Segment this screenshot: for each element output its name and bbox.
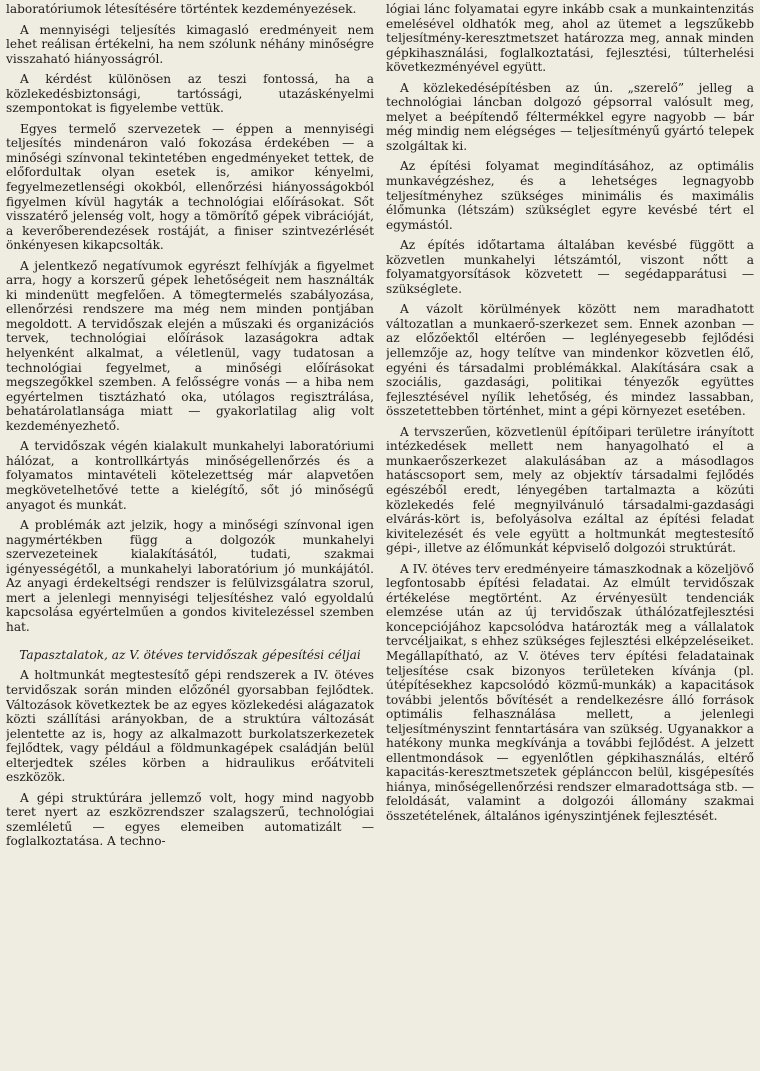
paragraph: A holtmunkát megtestesítő gépi rendszerek a IV. ötéves tervidőszak során minden előzőnél gyorsabban fejlődtek. Változások következtek be az egyes közlekedési alágazatok közti szállítási arányokban, de a struktúra változását jelentette az is, hogy az alkalmazott burkolatszerkezetek fejlődtek, vagy például a földmunkagépek családján belül elterjedtek széles körben a hidraulikus erőátviteli eszközök. [6, 668, 374, 785]
paragraph: A közlekedésépítésben az ún. „szerelő” jelleg a technológiai láncban dolgozó gépsorral valósult meg, melyet a beépítendő féltermékkel egyre nagyobb — bár még mindig nem elégséges — teljesítményű gyártó telepek szolgáltak ki. [386, 80, 754, 153]
paragraph: A gépi struktúrára jellemző volt, hogy mind nagyobb teret nyert az eszközrendszer szalagszerű, technológiai szemléletű — egyes elemeiben automatizált — foglalkoztatása. A techno- [6, 790, 374, 849]
paragraph: Az építés időtartama általában kevésbé függött a közvetlen munkahelyi létszámtól, viszont nőtt a folyamatgyorsítások közvetett — segédapparátusi — szükséglete. [386, 238, 754, 296]
right-column [386, 2, 754, 1071]
paragraph: A vázolt körülmények között nem maradhatott változatlan a munkaerő-szerkezet sem. Ennek azonban — az előzőektől eltérően — leglényegesebb fejlődési jellemzője az, hogy telítve van mindenkor közvetlen élő, egyéni és társadalmi problémákkal. Alakítására csak a szociális, gazdasági, politikai tényezők együttes fejlesztésével nyílik lehetőség, és mindez lassabban, összetettebben történhet, mint a gépi környezet esetében. [386, 302, 754, 419]
paragraph: A problémák azt jelzik, hogy a minőségi színvonal igen nagymértékben függ a dolgozók munkahelyi szervezeteinek kialakításától, tudati, szakmai igényességétől, a munkahelyi laboratórium jó munkájától. Az anyagi érdekeltségi rendszer is felülvizsgálatra szorul, mert a jelenlegi mennyiségi teljesítéshez való egyoldalú kapcsolása egyértelműen a gondos kivitelezéssel szemben hat. [6, 518, 374, 634]
paragraph: A mennyiségi teljesítés kimagasló eredményeit nem lehet reálisan értékelni, ha nem szólunk néhány minőségre visszaható hiányosságról. [6, 22, 374, 66]
paragraph: laboratóriumok létesítésére történtek kezdeményezések. [6, 2, 357, 16]
paragraph: A kérdést különösen az teszi fontossá, ha a közlekedésbiztonsági, tartóssági, utazáskényelmi szempontokat is figyelembe vettük. [6, 72, 374, 116]
paragraph: A IV. ötéves terv eredményeire támaszkodnak a közeljövő legfontosabb építési feladatai. Az elmúlt tervidőszak értékelése megtörtént. Az érvényesült tendenciák elemzése után az új tervidőszak úthálózatfejlesztési koncepciójához kapcsolódva határozták meg a vállalatok tervcéljaikat, s ehhez szükséges fejlesztési elképzeléseiket. Megállapítható, az V. ötéves terv építési feladatainak teljesítése csak bizonyos területeken kívánja (pl. útépítésekhez kapcsolódó közmű-munkák) a kapacitások további jelentős bővítését a rendelkezésre álló források optimális felhasználása mellett, a jelenlegi teljesítményszint fenntartására van szükség. Ugyanakkor a hatékony munka megkívánja a további fejlődést. A jelzett ellentmondások — egyenlőtlen gépkihasználás, eltérő kapacitás-keresztmetszetek géplánccon belül, kisgépesítés hiánya, minőségellenőrzési rendszer elmaradottsága stb. — feloldását, valamint a dolgozói állomány szakmai összetételének, általános igényszintjének fejlesztését. [386, 561, 754, 823]
left-column [6, 2, 374, 1071]
paragraph: A jelentkező negatívumok egyrészt felhívják a figyelmet arra, hogy a korszerű gépek lehetőségeit nem használták ki mindenütt megfelően. A tömegtermelés szabályozása, ellenőrzési rendszere ma még nem minden pontjában megoldott. A tervidőszak elején a műszaki és organizációs tervek, technológiai előírások lazaságokra adtak helyenként alkalmat, a véletlenül, vagy tudatosan a technológiai fegyelmet, a minőségi előírásokat megszegőkkel szemben. A felősségre vonás — a hiba nem egyértelmen tisztázható oka, utólagos regisztrálása, behatárolatlansága miatt — gyakorlatilag alig volt kezdeményezhető. [6, 258, 374, 433]
paragraph: A tervszerűen, közvetlenül építőipari területre irányított intézkedések mellett nem hanyagolható el a munkaerőszerkezet alakulásában az a másodlagos hatáscsoport sem, mely az objektív társadalmi fejlődés egészéből eredt, lényegében tartalmazta a közúti közlekedés felé megnyilvánuló társadalmi-gazdasági elvárás-kört is, befolyásolva ezáltal az építési feladat kivitelezését és vele együtt a holtmunkát megtestesítő gépi-, illetve az élőmunkát képviselő dolgozói struktúrát. [386, 424, 754, 556]
paragraph: Egyes termelő szervezetek — éppen a mennyiségi teljesítés mindenáron való fokozása érdekében — a minőségi színvonal tekintetében engedményeket tettek, de előfordultak olyan esetek is, amikor kényelmi, fegyelmezetlenségi okokból, ellenőrzési hiányosságokból figyelmen kívül hagyták a technológiai előírásokat. Sőt visszatérő jelenség volt, hogy a tömörítő gépek vibrációját, a keverőberendezések rostáját, a finiser szintvezérlését önkényesen kikapcsolták. [6, 121, 374, 253]
paragraph: lógiai lánc folyamatai egyre inkább csak a munkaintenzitás emelésével oldhatók meg, ahol az ütemet a legszűkebb teljesítmény-keresztmetszet határozza meg, annak minden gépkihasználási, foglalkoztatási, fejlesztési, túlterhelési következményével együtt. [386, 2, 754, 75]
paragraph: Az építési folyamat megindításához, az optimális munkavégzéshez, és a lehetséges legnagyobb teljesítményhez szükséges minimális és maximális élőmunka (létszám) szükséglet egyre kevésbé tért el egymástól. [386, 159, 754, 232]
paragraph: A tervidőszak végén kialakult munkahelyi laboratóriumi hálózat, a kontrollkártyás minőségellenőrzés és a folyamatos mintavételi kötelezettség már alapvetően megkövetelhetővé tette a kielégítő, sőt jó minőségű anyagot és munkát. [6, 439, 374, 512]
section-heading: Tapasztalatok, az V. ötéves tervidőszak gépesítési céljai [19, 648, 361, 663]
